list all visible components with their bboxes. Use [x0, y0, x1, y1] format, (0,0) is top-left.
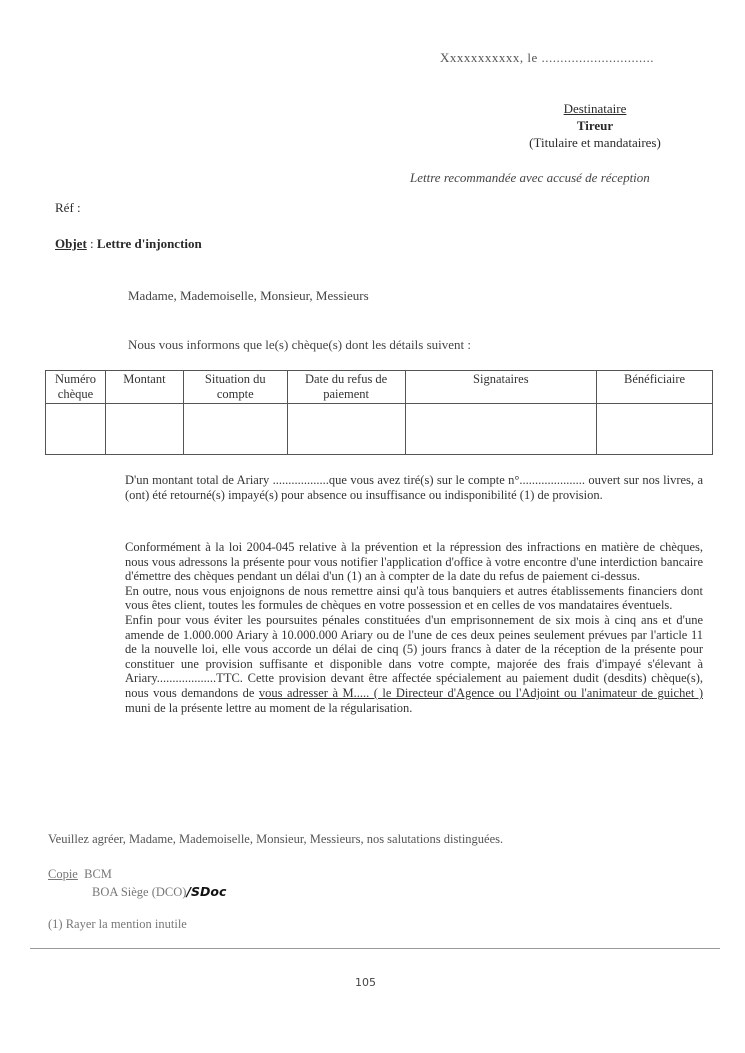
copy-recipient-boa: BOA Siège (DCO) — [92, 885, 187, 899]
footnote: (1) Rayer la mention inutile — [48, 917, 187, 931]
table-row — [46, 404, 713, 455]
table-cell — [405, 404, 597, 455]
tireur-label: Tireur — [576, 118, 614, 133]
copy-block — [48, 866, 226, 901]
place-date: Xxxxxxxxxxx, le .............................. — [440, 50, 655, 65]
subject — [55, 236, 202, 252]
closing-formula: Veuillez agréer, Madame, Mademoiselle, Monsieur, Messieurs, nos salutations distinguées. — [48, 832, 504, 846]
registered-letter-note: Lettre recommandée avec accusé de réception — [410, 170, 650, 185]
penalty-text: Enfin pour vous éviter les poursuites pénales constituées d'un emprisonnement de six mois à cinq ans et d'une amende de 1.000.000 Ariary à 10.000.000 Ariary ou de l'une de ces deux peines seulement prévues par l'article 11 de la nouvelle loi, elle vous accorde un délai de cinq (5) jours francs à dater de la réception de la présente pour constituer une provision suffisante et disponible dans votre compte, majorée des frais d'impayé s'élevant à Ariary...................TTC. Cette provision devant être affectée spécialement au paiement dudit (desdits) chèque(s), nous vous demandons de — [125, 612, 703, 700]
cheque-details-table — [45, 370, 713, 455]
intro-text: Nous vous informons que le(s) chèque(s) dont les détails suivent : — [128, 337, 471, 352]
table-cell — [105, 404, 183, 455]
return-forms-paragraph: En outre, nous vous enjoignons de nous remettre ainsi qu'à tous banquiers et autres établissements financiers dont vous êtes client, toutes les formules de chèques en votre possession et en celles de vos mandataires éventuels. — [125, 583, 703, 613]
titulaire-label: (Titulaire et mandataires) — [529, 135, 661, 150]
subject-separator: : — [86, 236, 97, 251]
page-number: 105 — [355, 976, 376, 989]
footer-divider — [30, 948, 720, 949]
table-cell — [183, 404, 287, 455]
col-numero-cheque: Numéro chèque — [46, 371, 106, 404]
table-cell — [597, 404, 713, 455]
destinataire-label: Destinataire — [563, 101, 627, 116]
col-montant: Montant — [105, 371, 183, 404]
penalty-paragraph — [125, 613, 703, 715]
amount-paragraph: D'un montant total de Ariary ..................que vous avez tiré(s) sur le compte n°..................... ouvert sur nos livres, a (ont) été retourné(s) impayé(s) pour absence ou insuffisance ou indisponibilité (1) de provision. — [125, 473, 703, 502]
copy-label: Copie — [48, 867, 78, 881]
salutation: Madame, Mademoiselle, Monsieur, Messieurs — [128, 288, 369, 303]
table-header-row — [46, 371, 713, 404]
col-date-refus: Date du refus de paiement — [287, 371, 405, 404]
col-situation-compte: Situation du compte — [183, 371, 287, 404]
table-cell — [46, 404, 106, 455]
reference: Réf : — [55, 200, 81, 215]
contact-instruction: vous adresser à M..... ( le Directeur d'Agence ou l'Adjoint ou l'animateur de guichet ) — [258, 685, 703, 700]
injunction-paragraph — [125, 540, 703, 715]
col-signataires: Signataires — [405, 371, 597, 404]
col-beneficiaire: Bénéficiaire — [597, 371, 713, 404]
subject-label: Objet — [55, 236, 87, 251]
penalty-text-end: muni de la présente lettre au moment de la régularisation. — [125, 700, 413, 715]
handwritten-annotation: /SDoc — [186, 884, 227, 899]
copy-recipient-bcm: BCM — [84, 867, 112, 881]
recipient-block — [520, 100, 670, 151]
table-cell — [287, 404, 405, 455]
subject-value: Lettre d'injonction — [96, 236, 202, 251]
law-paragraph: Conformément à la loi 2004-045 relative à la prévention et la répression des infractions en matière de chèques, nous vous adressons la présente pour vous notifier l'application d'office à votre encontre d'une interdiction bancaire d'émettre des chèques pendant un délai d'un (1) an à compter de la date du refus de paiement ci-dessus. — [125, 540, 703, 584]
